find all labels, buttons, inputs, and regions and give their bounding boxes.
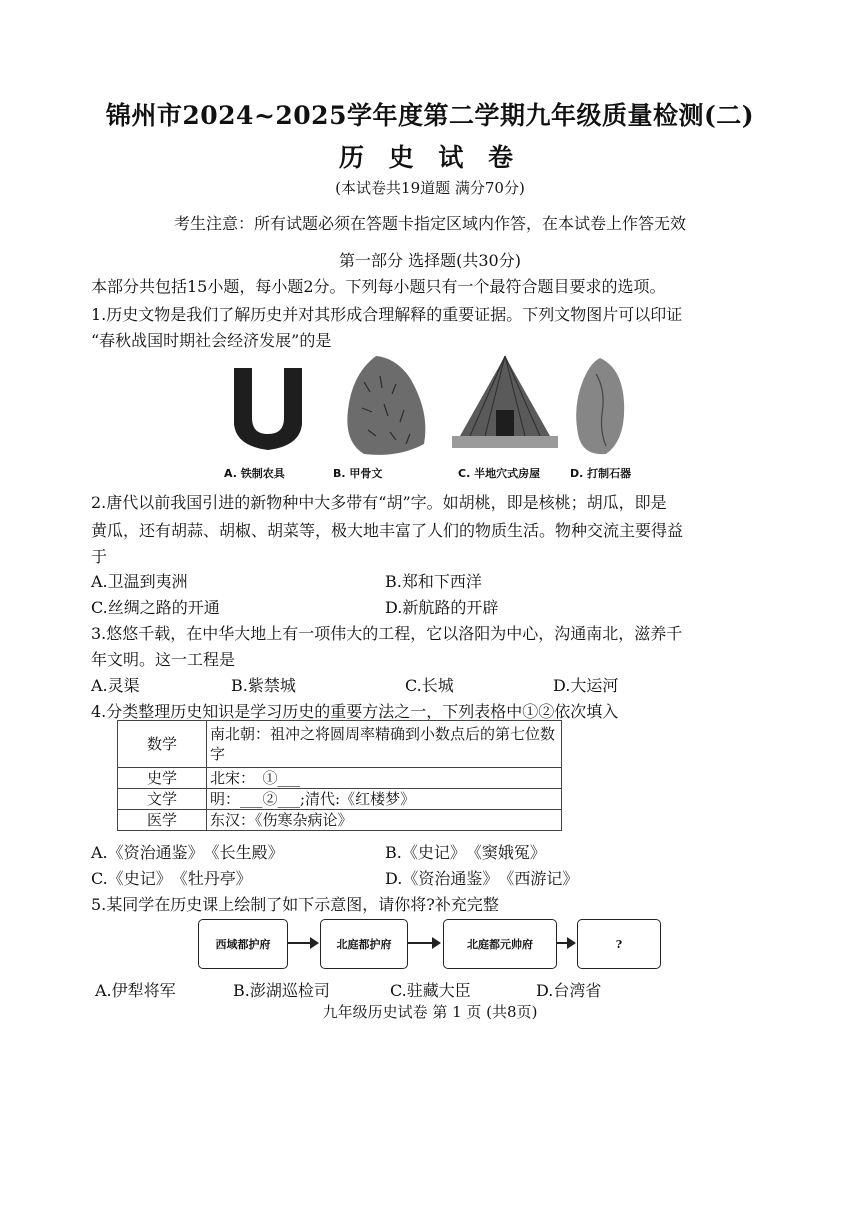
q3-option-a: A.灵渠 [91,676,140,695]
q4-table [117,720,562,831]
q5-option-a: A.伊犁将军 [95,981,176,1000]
table-cell-content: 南北朝：祖冲之将圆周率精确到小数点后的第七位数字 [207,721,562,768]
q2-stem-line3: 于 [91,547,108,566]
q2-option-c: C.丝绸之路的开通 [91,598,220,617]
chipped-stone-tool-image [566,354,636,460]
q3-stem-line1: 3.悠悠千载，在中华大地上有一项伟大的工程，它以洛阳为中心，沟通南北，滋养千 [91,624,683,643]
flow-box-unknown: ? [577,919,661,969]
table-cell-subject: 数学 [118,721,207,768]
table-cell-subject: 史学 [118,768,207,789]
oracle-bone-image [338,352,433,460]
q3-option-b: B.紫禁城 [231,676,296,695]
q5-stem: 5.某同学在历史课上绘制了如下示意图，请你将?补充完整 [91,895,499,914]
semi-subterranean-house-image [450,350,560,460]
q3-stem-line2: 年文明。这一工程是 [91,650,236,669]
flow-arrowhead-2 [432,937,441,949]
q4-option-a: A.《资治通鉴》 《长生殿》 [91,843,284,862]
q2-option-a: A.卫温到夷洲 [91,572,188,591]
q4-stem: 4.分类整理历史知识是学习历史的重要方法之一，下列表格中①②依次填入 [91,702,619,721]
q4-option-c: C.《史记》 《牡丹亭》 [91,869,252,888]
q1-stem-line1: 1.历史文物是我们了解历史并对其形成合理解释的重要证据。下列文物图片可以印证 [91,305,683,324]
flow-arrow-1 [287,942,311,944]
q3-option-c: C.长城 [405,676,454,695]
table-cell-subject: 文学 [118,789,207,810]
q2-option-b: B.郑和下西洋 [385,572,482,591]
flow-arrowhead-1 [310,937,319,949]
table-row [118,768,562,789]
exam-notice: 考生注意：所有试题必须在答题卡指定区域内作答，在本试卷上作答无效 [173,214,686,233]
table-cell-content: 明：___②___;清代:《红楼梦》 [207,789,562,810]
flow-box-1: 西域都护府 [198,919,288,969]
q3-option-d: D.大运河 [553,676,619,695]
page-footer: 九年级历史试卷 第 1 页 (共8页) [322,1003,538,1021]
q5-option-d: D.台湾省 [536,981,602,1000]
q1-caption-a: A. 铁制农具 [224,467,285,480]
flow-box-2: 北庭都护府 [320,919,408,969]
q2-option-d: D.新航路的开辟 [385,598,499,617]
q4-option-d: D.《资治通鉴》 《西游记》 [385,869,579,888]
table-cell-subject: 医学 [118,810,207,831]
q2-stem-line2: 黄瓜，还有胡蒜、胡椒、胡菜等，极大地丰富了人们的物质生活。物种交流主要得益 [91,521,684,540]
exam-subject: 历 史 试 卷 [338,143,522,172]
q1-caption-d: D. 打制石器 [570,467,632,480]
section-intro: 本部分共包括15小题，每小题2分。下列每小题只有一个最符合题目要求的选项。 [91,277,666,296]
q5-option-b: B.澎湖巡检司 [233,981,330,1000]
q2-stem-line1: 2.唐代以前我国引进的新物种中大多带有“胡”字。如胡桃，即是核桃；胡瓜，即是 [91,493,667,512]
flow-box-3: 北庭都元帅府 [443,919,557,969]
q5-option-c: C.驻藏大臣 [390,981,471,1000]
table-cell-content: 东汉：《伤寒杂病论》 [207,810,562,831]
q1-caption-b: B. 甲骨文 [333,467,383,480]
q1-stem-line2: “春秋战国时期社会经济发展”的是 [91,331,332,350]
exam-meta: (本试卷共19道题 满分70分) [335,179,525,197]
flow-arrow-2 [407,942,433,944]
section-title: 第一部分 选择题(共30分) [339,251,521,270]
flow-arrowhead-3 [567,937,576,949]
table-row [118,789,562,810]
iron-farm-tool-image [228,358,308,458]
q1-caption-c: C. 半地穴式房屋 [458,467,541,480]
table-row [118,721,562,768]
exam-title: 锦州市2024~2025学年度第二学期九年级质量检测(二) [105,101,755,130]
table-cell-content: 北宋： ①___ [207,768,562,789]
q4-option-b: B.《史记》 《窦娥冤》 [385,843,546,862]
table-row [118,810,562,831]
